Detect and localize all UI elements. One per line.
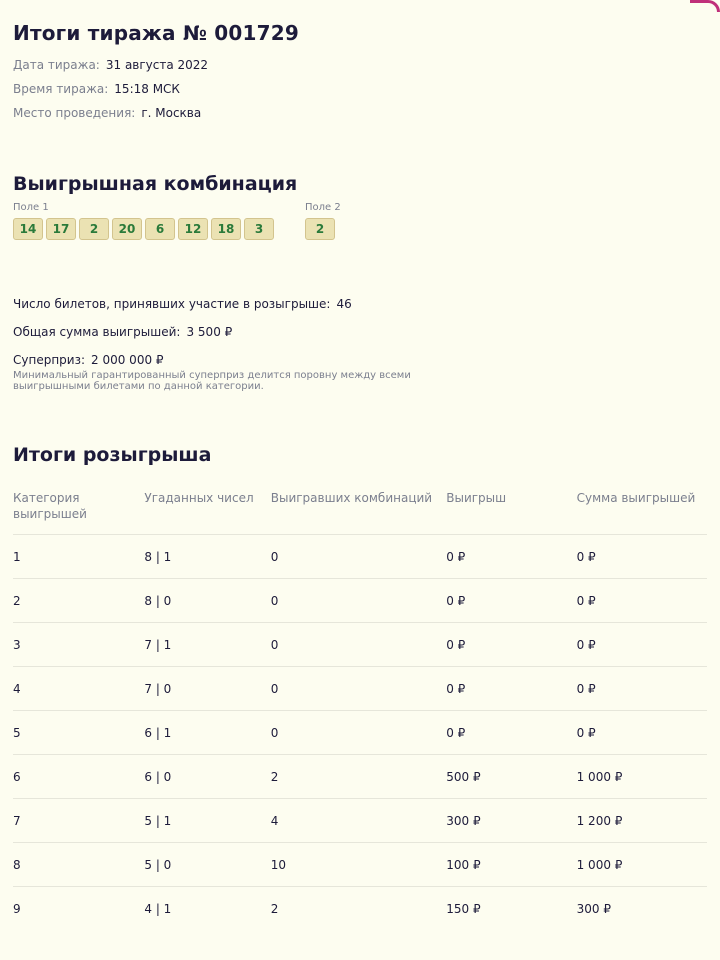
draw-place-value: г. Москва: [141, 106, 202, 120]
prize-cell: 0 ₽: [446, 667, 576, 711]
total-winnings-row: [13, 324, 707, 340]
prize-cell: 0 ₽: [446, 579, 576, 623]
combinations-cell: 0: [271, 623, 447, 667]
category-cell: 4: [13, 667, 144, 711]
guessed-cell: 6 | 1: [144, 711, 270, 755]
superprize-label: Суперприз:: [13, 353, 86, 367]
draw-time-value: 15:18 МСК: [114, 82, 180, 96]
prize-cell: 0 ₽: [446, 535, 576, 579]
combinations-cell: 0: [271, 535, 447, 579]
table-row: [13, 843, 707, 887]
draw-title: Итоги тиража № 001729: [13, 21, 299, 45]
category-cell: 3: [13, 623, 144, 667]
results-header-row: [13, 490, 707, 535]
column-header-total: Сумма выигрышей: [576, 491, 696, 505]
prize-cell: 500 ₽: [446, 755, 576, 799]
field-1: [13, 202, 277, 240]
guessed-cell: 4 | 1: [144, 887, 270, 931]
prize-cell: 0 ₽: [446, 711, 576, 755]
table-row: [13, 623, 707, 667]
total-winnings-label: Общая сумма выигрышей:: [13, 325, 181, 339]
ball: 17: [46, 218, 76, 240]
guessed-cell: 8 | 0: [144, 579, 270, 623]
field-2-balls: [305, 218, 341, 240]
ball: 2: [79, 218, 109, 240]
ball: 20: [112, 218, 142, 240]
category-cell: 8: [13, 843, 144, 887]
tickets-count-value: 46: [336, 297, 352, 311]
category-cell: 2: [13, 579, 144, 623]
total-cell: 1 000 ₽: [577, 843, 707, 887]
combinations-cell: 0: [271, 711, 447, 755]
field-2: [305, 202, 341, 240]
draw-date-label: Дата тиража:: [13, 58, 100, 72]
winning-fields: [13, 202, 707, 240]
category-cell: 1: [13, 535, 144, 579]
results-table: [13, 490, 707, 930]
prize-cell: 300 ₽: [446, 799, 576, 843]
field-1-balls: [13, 218, 277, 240]
guessed-cell: 7 | 0: [144, 667, 270, 711]
table-row: [13, 799, 707, 843]
prize-cell: 150 ₽: [446, 887, 576, 931]
draw-place-label: Место проведения:: [13, 106, 136, 120]
winning-combination-title: Выигрышная комбинация: [13, 173, 298, 195]
draw-place-row: [13, 105, 707, 121]
tickets-count-label: Число билетов, принявших участие в розыгрыше:: [13, 297, 331, 311]
combinations-cell: 2: [271, 755, 447, 799]
results-title: Итоги розыгрыша: [13, 444, 212, 466]
table-row: [13, 579, 707, 623]
draw-time-label: Время тиража:: [13, 82, 109, 96]
guessed-cell: 8 | 1: [144, 535, 270, 579]
category-cell: 6: [13, 755, 144, 799]
ball: 18: [211, 218, 241, 240]
tickets-count-row: [13, 296, 707, 312]
category-cell: 9: [13, 887, 144, 931]
column-header-prize: Выигрыш: [446, 491, 507, 505]
category-cell: 7: [13, 799, 144, 843]
field-2-label: Поле 2: [305, 202, 341, 213]
category-cell: 5: [13, 711, 144, 755]
column-header-combinations: Выигравших комбинаций: [270, 491, 433, 505]
combinations-cell: 10: [271, 843, 447, 887]
column-header-guessed: Угаданных чисел: [144, 491, 254, 505]
ball: 12: [178, 218, 208, 240]
combinations-cell: 2: [271, 887, 447, 931]
table-row: [13, 711, 707, 755]
draw-stats: [13, 296, 707, 392]
guessed-cell: 6 | 0: [144, 755, 270, 799]
total-cell: 1 200 ₽: [577, 799, 707, 843]
total-cell: 0 ₽: [577, 535, 707, 579]
superprize-row: [13, 352, 707, 368]
draw-date-row: [13, 57, 707, 73]
guessed-cell: 7 | 1: [144, 623, 270, 667]
superprize-note: Минимальный гарантированный суперприз делится поровну между всеми выигрышными билетами по данной категории.: [13, 370, 411, 392]
draw-info: [13, 57, 707, 121]
prize-cell: 100 ₽: [446, 843, 576, 887]
ball: 3: [244, 218, 274, 240]
total-winnings-value: 3 500 ₽: [186, 325, 233, 339]
combinations-cell: 0: [271, 667, 447, 711]
combinations-cell: 4: [271, 799, 447, 843]
table-row: [13, 667, 707, 711]
table-row: [13, 887, 707, 931]
total-cell: 0 ₽: [577, 623, 707, 667]
ball: 14: [13, 218, 43, 240]
prize-cell: 0 ₽: [446, 623, 576, 667]
combinations-cell: 0: [271, 579, 447, 623]
table-row: [13, 535, 707, 579]
total-cell: 0 ₽: [577, 667, 707, 711]
superprize-value: 2 000 000 ₽: [91, 353, 164, 367]
ball: 2: [305, 218, 335, 240]
window-frame-corner: [690, 0, 720, 12]
column-header-category: Категория выигрышей: [13, 491, 87, 521]
total-cell: 0 ₽: [577, 579, 707, 623]
total-cell: 300 ₽: [577, 887, 707, 931]
table-row: [13, 755, 707, 799]
field-1-label: Поле 1: [13, 202, 49, 213]
guessed-cell: 5 | 0: [144, 843, 270, 887]
draw-date-value: 31 августа 2022: [105, 58, 209, 72]
total-cell: 1 000 ₽: [577, 755, 707, 799]
total-cell: 0 ₽: [577, 711, 707, 755]
ball: 6: [145, 218, 175, 240]
guessed-cell: 5 | 1: [144, 799, 270, 843]
draw-time-row: [13, 81, 707, 97]
